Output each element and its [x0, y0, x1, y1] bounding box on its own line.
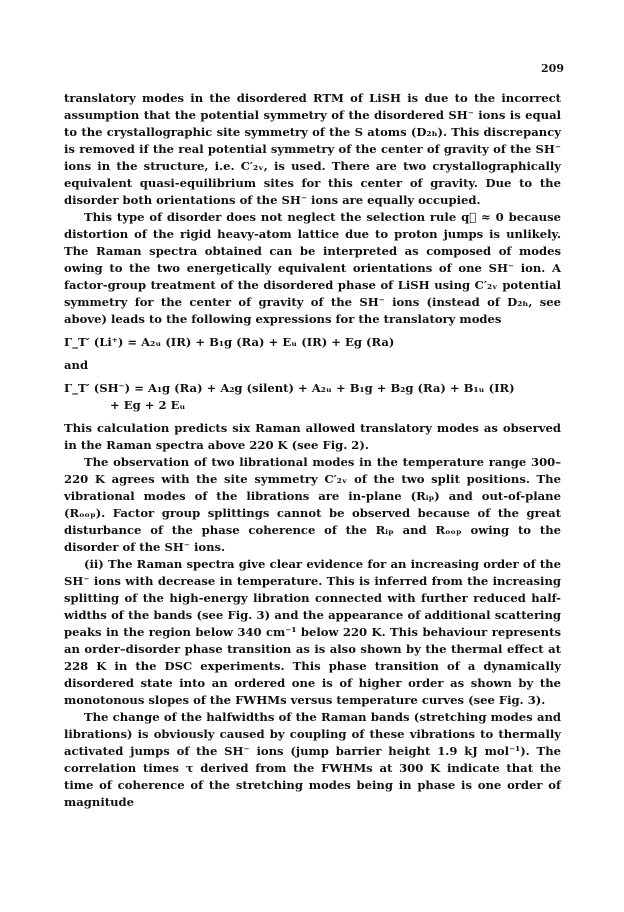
paragraph-disorder-type: This type of disorder does not neglect the selection rule q⃗ ≈ 0 because distortion of the rigid heavy-atom lattice due to proton jumps is unlikely. The Raman spectra obtained can be interpreted as composed of modes owing to the two energetically equivalent orientations of one SH⁻ ion. A factor-group treatment of the disordered phase of LiSH using C′₂ᵥ potential symmetry for the center of gravity of the SH⁻ ions (instead of D₂ₕ, see above) leads to the following expressions for the translatory modes — [64, 210, 561, 326]
equation-li-modes: Γ_T′ (Li⁺) = A₂ᵤ (IR) + B₁g (Ra) + Eᵤ (IR) + Eg (Ra) — [64, 335, 395, 349]
conjunction-and: and — [64, 358, 89, 372]
paragraph-librational-modes: The observation of two librational modes in the temperature range 300–220 K agrees with the site symmetry C′₂ᵥ of the two split positions. The vibrational modes of the librations are in-plane (Rᵢₚ) and out-of-plane (Rₒₒₚ). Factor group splittings cannot be observed because of the great disturbance of the phase coherence of the Rᵢₚ and Rₒₒₚ owing to the disorder of the SH⁻ ions. — [64, 455, 561, 554]
page-number: 209 — [541, 62, 564, 75]
paragraph-translatory-modes: translatory modes in the disordered RTM of LiSH is due to the incorrect assumption that the potential symmetry of the disordered SH⁻ ions is equal to the crystallographic site symmetry of the S atoms (D₂ₕ). This discrepancy is removed if the real potential symmetry of the center of gravity of the SH⁻ ions in the structure, i.e. C′₂ᵥ, is used. There are two crystallographically equivalent quasi-equilibrium sites for this center of gravity. Due to the disorder both orientations of the SH⁻ ions are equally occupied. — [64, 91, 561, 207]
article-body — [64, 90, 561, 811]
equation-sh-modes-continued: + Eg + 2 Eᵤ — [110, 398, 186, 412]
paragraph-raman-prediction: This calculation predicts six Raman allowed translatory modes as observed in the Raman spectra above 220 K (see Fig. 2). — [64, 421, 561, 452]
equation-sh-modes: Γ_T′ (SH⁻) = A₁g (Ra) + A₂g (silent) + A₂ᵤ + B₁g + B₂g (Ra) + B₁ᵤ (IR) — [64, 381, 515, 395]
paragraph-order-evidence: (ii) The Raman spectra give clear evidence for an increasing order of the SH⁻ ions with decrease in temperature. This is inferred from the increasing splitting of the high-energy libration connected with further reduced half-widths of the bands (see Fig. 3) and the appearance of additional scattering peaks in the region below 340 cm⁻¹ below 220 K. This behaviour represents an order–disorder phase transition as is also shown by the thermal effect at 228 K in the DSC experiments. This phase transition of a dynamically disordered state into an ordered one is of higher order as shown by the monotonous slopes of the FWHMs versus temperature curves (see Fig. 3). — [64, 557, 561, 707]
paragraph-halfwidth-change: The change of the halfwidths of the Raman bands (stretching modes and librations) is obviously caused by coupling of these vibrations to thermally activated jumps of the SH⁻ ions (jump barrier height 1.9 kJ mol⁻¹). The correlation times τ derived from the FWHMs at 300 K indicate that the time of coherence of the stretching modes being in phase is one order of magnitude — [64, 710, 561, 809]
